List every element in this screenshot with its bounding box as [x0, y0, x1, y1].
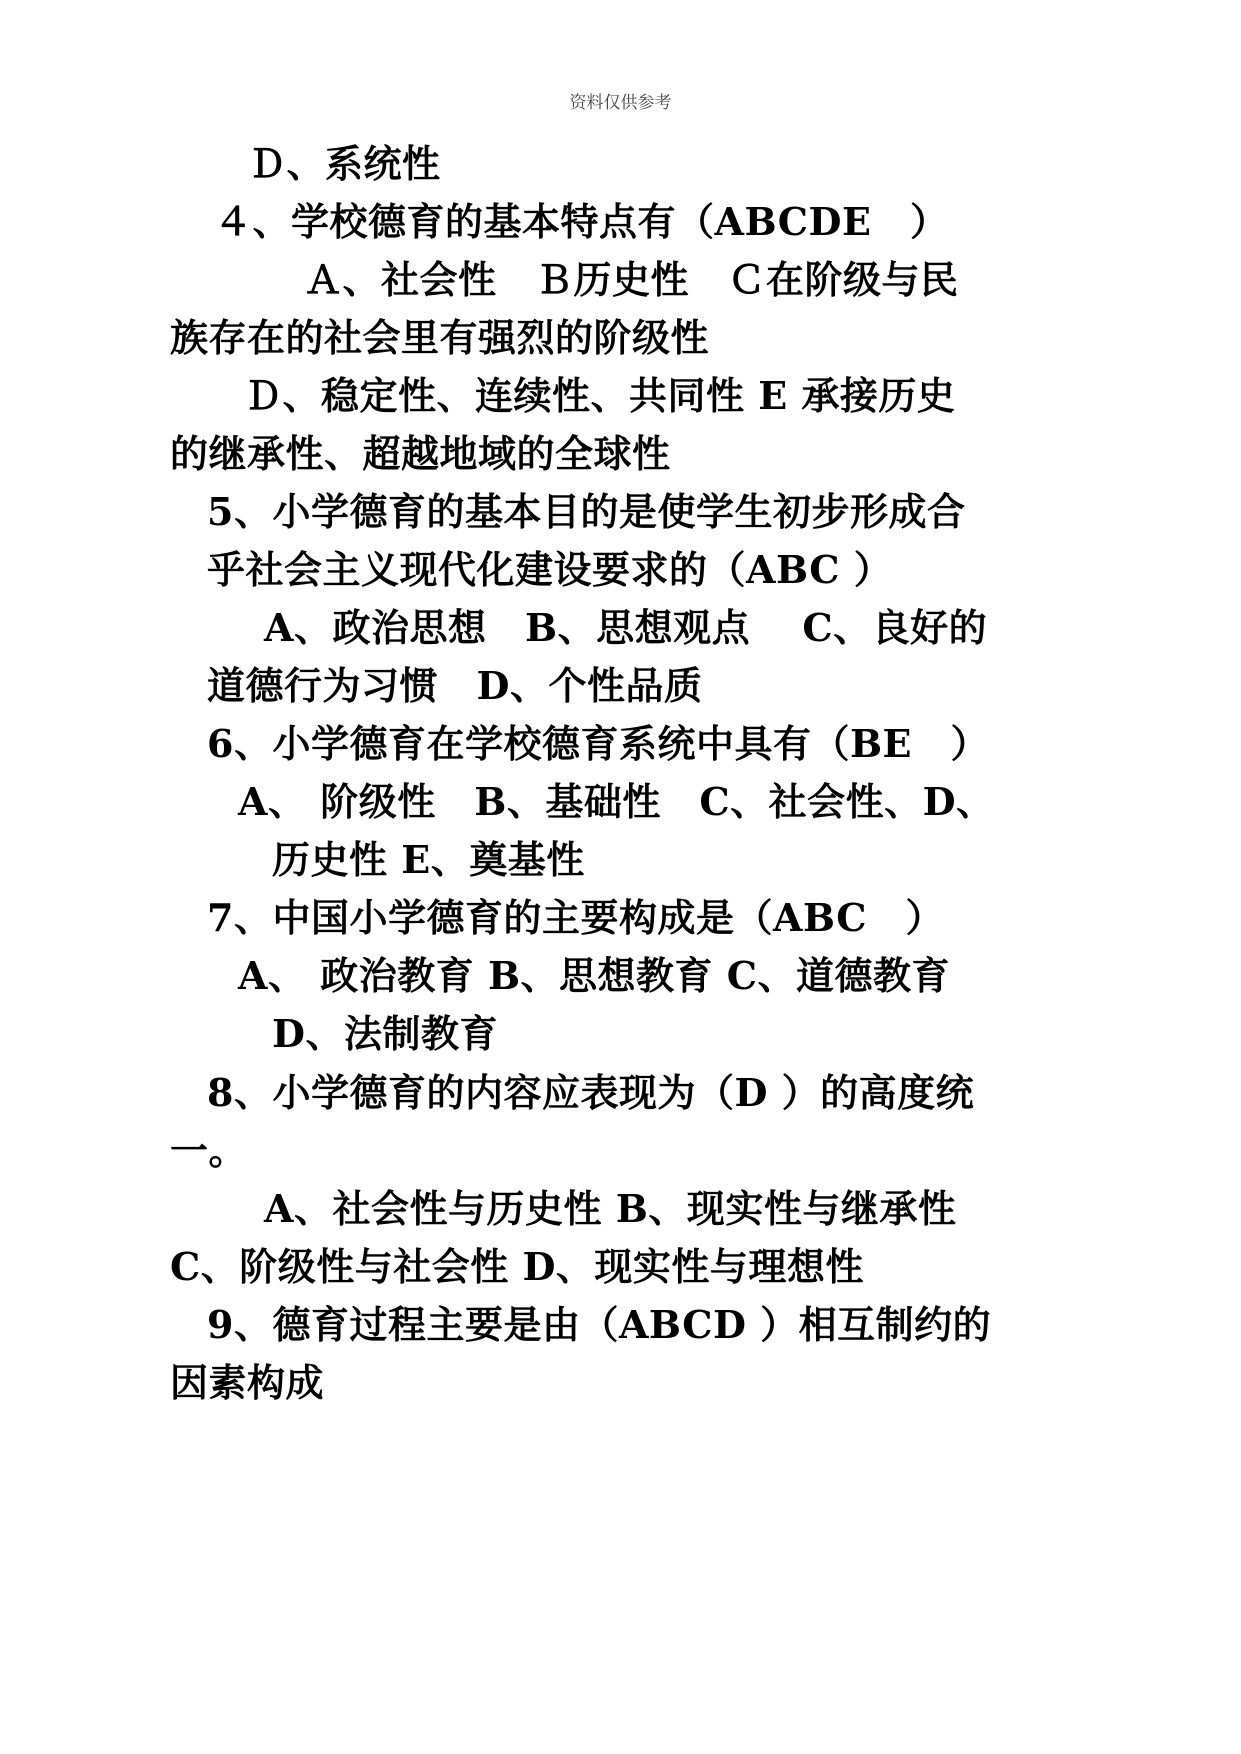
- text-line: D、法制教育: [272, 1011, 498, 1056]
- question-5: 5、小学德育的基本目的是使学生初步形成合: [207, 489, 966, 534]
- text-line: 族存在的社会里有强烈的阶级性: [170, 315, 710, 360]
- question-4-options: Ａ、社会性 Ｂ历史性 Ｃ在阶级与民: [304, 257, 959, 302]
- question-6: 6、小学德育在学校德育系统中具有（BE ）: [207, 721, 990, 766]
- question-5-options: A、政治思想 B、思想观点 C、良好的: [264, 605, 988, 650]
- question-9: 9、德育过程主要是由（ABCD ）相互制约的: [207, 1302, 992, 1347]
- text-line: Ｄ、系统性: [248, 141, 441, 186]
- page-header: 资料仅供参考: [569, 93, 672, 113]
- question-8: 8、小学德育的内容应表现为（D ）的高度统: [207, 1070, 975, 1115]
- question-6-options: A、 阶级性 B、基础性 C、社会性、D、: [238, 779, 995, 824]
- question-7: 7、中国小学德育的主要构成是（ABC ）: [207, 895, 944, 940]
- text-line: 因素构成: [170, 1360, 325, 1405]
- text-line: 道德行为习惯 D、个性品质: [207, 663, 703, 708]
- question-4: ４、学校德育的基本特点有（ABCDE ）: [214, 199, 949, 244]
- text-line: 一。: [170, 1128, 248, 1173]
- text-line: 历史性 E、奠基性: [272, 837, 585, 882]
- text-line: 的继承性、超越地域的全球性: [170, 431, 671, 476]
- question-4-options: Ｄ、稳定性、连续性、共同性 E 承接历史: [244, 373, 956, 418]
- question-8-options: C、阶级性与社会性 D、现实性与理想性: [170, 1244, 864, 1289]
- text-line: 乎社会主义现代化建设要求的（ABC ）: [207, 547, 893, 592]
- question-7-options: A、 政治教育 B、思想教育 C、道德教育: [238, 953, 951, 998]
- question-8-options: A、社会性与历史性 B、现实性与继承性: [264, 1186, 957, 1231]
